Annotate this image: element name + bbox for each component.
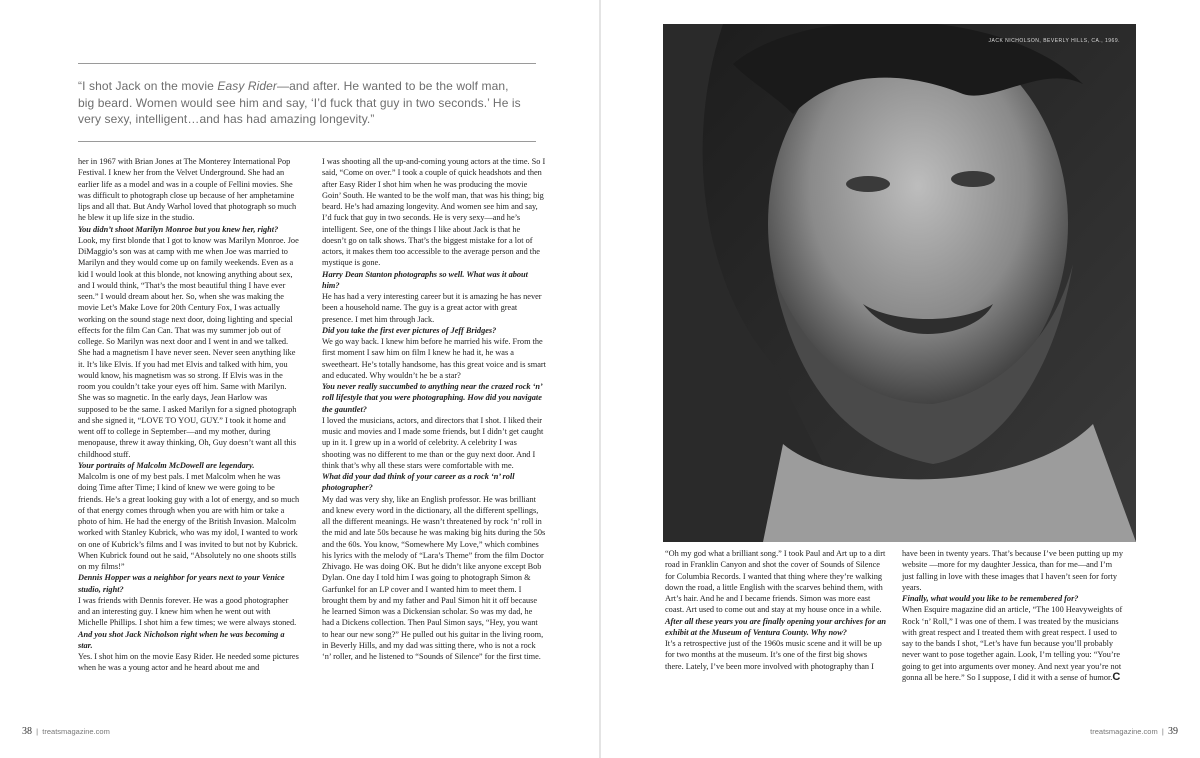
- interview-paragraph: I loved the musicians, actors, and directors that I shot. I liked their music and movies and I made some friends, but I didn’t get caught up in it. I grew up in a world of celebrity. A celebrity I was shooting was no different to me than or the guy next door. And I think that’s why all these stars were comfortable with me.: [322, 415, 544, 470]
- pull-quote: [78, 78, 523, 128]
- interview-question: You didn’t shoot Marilyn Monroe but you knew her, right?: [78, 224, 279, 234]
- column-3: [665, 548, 887, 672]
- pull-quote-title: Easy Rider: [217, 79, 278, 93]
- interview-question: Harry Dean Stanton photographs so well. What was it about him?: [322, 269, 528, 290]
- interview-question: Did you take the first ever pictures of Jeff Bridges?: [322, 325, 497, 335]
- interview-question: Finally, what would you like to be remembered for?: [902, 594, 1079, 603]
- interview-paragraph: I was friends with Dennis forever. He was a good photographer and an interesting guy. I knew him when he went out with Michelle Phillips. I shot him a few times; we were always stoned.: [78, 595, 297, 628]
- interview-paragraph: her in 1967 with Brian Jones at The Monterey International Pop Festival. I knew her from the Velvet Underground. She had an earlier life as a model and was in a couple of Fellini movies. She was difficult to photograph close up because of her amphetamine lips and all that. But Andy Warhol loved that photograph so much he blew it up life size in the studio.: [78, 157, 297, 223]
- end-mark-icon: C: [1112, 670, 1121, 683]
- pull-quote-post: —and after. He wanted to be the wolf man, big beard. Women would see him and say, ‘I’d fuck that guy in two seconds.’ He is very sexy, intelligent…and has had amazing longevity.”: [78, 79, 521, 126]
- top-rule: [78, 63, 536, 64]
- pull-quote-pre: “I shot Jack on the movie: [78, 79, 218, 93]
- portrait-photo: [663, 24, 1136, 542]
- photo-caption: JACK NICHOLSON, BEVERLY HILLS, CA., 1969.: [988, 38, 1120, 44]
- folio-left: 38 | treatsmagazine.com: [22, 726, 110, 737]
- folio-right: treatsmagazine.com | 39: [1090, 726, 1178, 737]
- interview-paragraph: It’s a retrospective just of the 1960s music scene and it will be up for two months at the museum. It’s one of the first big shows there. Lately, I’ve been more involved with photography than I: [665, 639, 882, 671]
- bottom-rule: [78, 141, 536, 142]
- interview-question: You never really succumbed to anything near the crazed rock ‘n’ roll lifestyle that you were photographing. How did you navigate the gauntlet?: [322, 382, 543, 414]
- interview-paragraph: “Oh my god what a brilliant song.” I took Paul and Art up to a dirt road in Franklin Canyon and shot the cover of Sounds of Silence for Columbia Records. I wanted that thing where they’re walking down the road, a little English with the scarves behind them, with Art’s hair. And he and I became friends. Simon was more east coast. Art used to come out and stay at my house once in a while.: [665, 549, 886, 615]
- site-left: treatsmagazine.com: [42, 727, 110, 736]
- interview-paragraph: He has had a very interesting career but it is amazing he has never been a household name. The guy is a great actor with great presence. I met him through Jack.: [322, 292, 542, 324]
- interview-paragraph: Malcolm is one of my best pals. I met Malcolm when he was doing Time after Time; I kind of knew we were going to be friends. He’s a great looking guy with a lot of energy, and so much of that energy comes through when you are with him or take a photo of him. He had the energy of the British Invasion. Malcolm worked with Stanley Kubrick, who was my idol, I wanted to work on one of Kubrick’s films and I was invited to but not by Kubrick. When Kubrick found out he said, “Absolutely no one shoots stills on my films!”: [78, 472, 300, 571]
- interview-paragraph: Look, my first blonde that I got to know was Marilyn Monroe. Joe DiMaggio’s son was at camp with me when Joe was married to Marilyn and they would come up on family weekends. Even as a kid I would look at this blonde, not knowing anything about sex, and I would think, “That’s the most beautiful thing I have ever seen.” I would dream about her. So, when she was making the movie Let’s Make Love for 20th Century Fox, I was actually working on the sound stage next door, doing lighting and special effects for the film Can Can. That was my summer job out of college. So Marilyn was next door and I went in and we talked. She had a magnetism I have never seen. Never seen anything like it. It’s like Elvis. If you had met Elvis and talked with him, you would know, his magnetism was so strong. If Elvis was in the room you couldn’t take your eyes off him. Same with Marilyn. She was so magnetic. In the early days, Jean Harlow was supposed to be the same. I asked Marilyn for a signed photograph and she signed it, “LOVE TO YOU, GUY.” I took it home and went off to college in September—and my mother, during menopause, threw it away thinking, Oh, Guy doesn’t want all this childhood stuff.: [78, 235, 299, 459]
- interview-paragraph: My dad was very shy, like an English professor. He was brilliant and knew every word in the dictionary, all the different spellings, all the different meanings. He wasn’t threatened by rock ‘n’ roll in the mid and late 50s because he was making big hits during the 50s and the 60s. You know, “Somewhere My Love,” which combines his lyrics with the melody of “Lara’s Theme” from the film Doctor Zhivago. He was doing OK. But he didn’t like anyone except Bob Dylan. One day I told him I was going to photograph Simon & Garfunkel for an LP cover and I wanted him to meet them. I brought them by and my father and Paul Simon hit it off because he learned Simon was a Dickensian scholar. So was my dad, he had a Dickens collection. Then Paul Simon says, “Hey, you want to hear our new song?” He pulled out his guitar in the living room, in Beverly Hills, and my dad was sitting there, who is not a rock ‘n’ roller, and he listened to “Sounds of Silence” for the first time.: [322, 494, 546, 661]
- interview-paragraph: have been in twenty years. That’s because I’ve been putting up my website —more for my daughter Jessica, than for me—and I’m just falling in love with these images that I haven’t seen for forty years.: [902, 549, 1124, 592]
- interview-paragraph: When Esquire magazine did an article, “The 100 Heavyweights of Rock ‘n’ Roll,” I was one of them. I was treated by the musicians with great respect and I treated them with great respect. I used to say to the bands I shot, “Let’s have fun because you’ll probably never want to pose together again. Look, I’m telling you: “You’re going to get into arguments over money. And next year you’re not gonna all be here.” So I suppose, I did it with a sense of humor.C: [902, 605, 1123, 683]
- interview-question: Your portraits of Malcolm McDowell are legendary.: [78, 460, 255, 470]
- interview-paragraph: We go way back. I knew him before he married his wife. From the first moment I saw him on film I knew he had it, he was a sweetheart. He’s totally handsome, has this great voice and is smart and educated. Why wouldn’t he be a star?: [322, 337, 546, 380]
- portrait-image: [663, 24, 1136, 542]
- page-number-right: 39: [1168, 726, 1178, 737]
- interview-question: After all these years you are finally opening your archives for an exhibit at the Museum of Ventura County. Why now?: [665, 616, 887, 637]
- interview-paragraph: Yes. I shot him on the movie Easy Rider. He needed some pictures when he was a young actor and he heard about me and: [78, 652, 299, 673]
- column-2: [322, 156, 546, 662]
- column-4: [902, 548, 1124, 683]
- interview-paragraph: I was shooting all the up-and-coming young actors at the time. So I said, “Come on over.” I took a couple of quick headshots and then after Easy Rider I shot him when he was producing the movie Goin’ South. He wanted to be the wolf man, that was his thing; big beard. He’s had amazing longevity. And women see him and say, I’d fuck that guy in two seconds. He is very sexy—and he’s intelligent. See, one of the things I like about Jack is that he doesn’t go on talk shows. That’s the biggest mistake for a lot of actors, it makes them too accessible to the average person and the mystique is gone.: [322, 157, 546, 268]
- site-right: treatsmagazine.com: [1090, 727, 1158, 736]
- interview-question: Dennis Hopper was a neighbor for years next to your Venice studio, right?: [78, 573, 285, 594]
- column-1: [78, 156, 300, 674]
- interview-question: And you shot Jack Nicholson right when he was becoming a star.: [78, 629, 285, 650]
- page-number-left: 38: [22, 726, 32, 737]
- interview-question: What did your dad think of your career as a rock ‘n’ roll photographer?: [322, 472, 515, 493]
- page-gutter: [599, 0, 601, 758]
